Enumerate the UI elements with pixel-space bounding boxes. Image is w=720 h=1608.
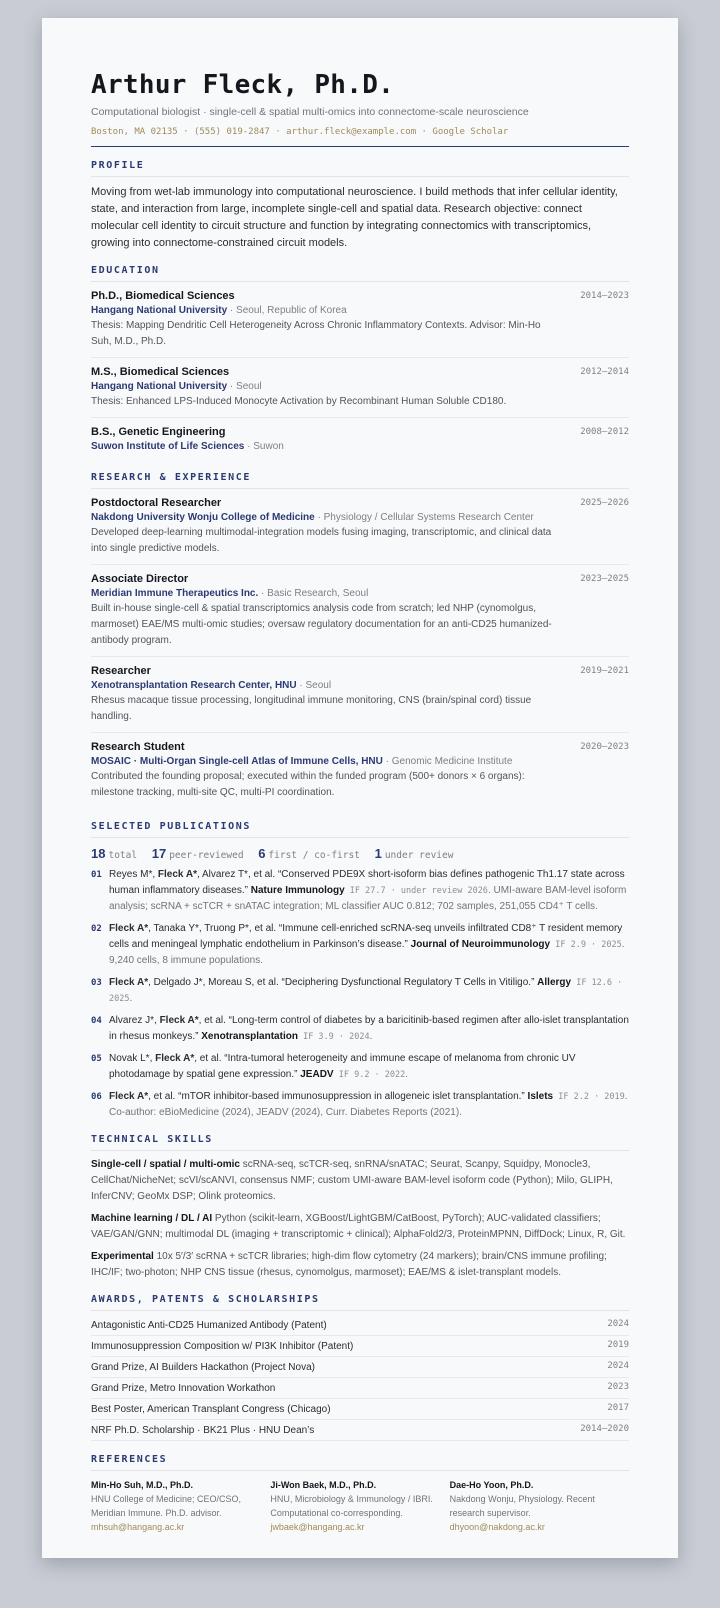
publication-self-author: Fleck A* [157,869,197,880]
award-year: 2024 [607,1319,629,1329]
resume-content [91,70,629,1534]
publication-note: . 9,240 cells, 8 immune populations. [109,939,625,966]
publication-title: , et al. “Intra-tumoral heterogeneity and immune escape of melanoma from chronic UV photodamage by spatial gene expression.” [109,1053,576,1080]
entry-description: Built in-house single-cell & spatial transcriptomics analysis code from scratch; led NHP (cynomolgus, marmoset) EAE/MS multi-omic studies; oversaw regulatory documentation for an anti-CD25 humanized-antibody program. [91,603,552,646]
entry-description: Thesis: Enhanced LPS-Induced Monocyte Activation by Recombinant Human Soluble CD180. [91,396,507,407]
research-list [91,489,629,808]
entry-date: 2020–2023 [580,742,629,752]
award-year: 2017 [607,1403,629,1413]
award-row [91,1336,629,1357]
reference-name: Min-Ho Suh, M.D., Ph.D. [91,1480,193,1490]
education-entry [91,282,629,358]
publication-item [91,921,629,969]
experience-entry [91,733,629,808]
references-list [91,1478,629,1534]
publication-self-author: Fleck A* [109,977,149,988]
stat-total-count: 18 [91,846,106,861]
organization [91,756,629,767]
publication-item [91,1013,629,1045]
publication-impact: IF 2.2 · 2019 [553,1092,625,1102]
section-title-research: RESEARCH & EXPERIENCE [91,472,629,489]
reference-card [450,1478,629,1534]
education-entry [91,418,629,459]
organization-name: MOSAIC · Multi-Organ Single-cell Atlas of Immune Cells, HNU [91,756,383,767]
reference-description: Nakdong Wonju, Physiology. Recent research supervisor. [449,1494,595,1518]
publication-number: 06 [91,1092,102,1102]
publication-impact: IF 12.6 · 2025 [109,978,623,1004]
award-name: Grand Prize, AI Builders Hackathon (Project Nova) [91,1362,315,1373]
stat-peer-count: 17 [151,846,167,861]
skill-group [91,1211,629,1243]
entry-date: 2025–2026 [580,498,629,508]
entry-date: 2019–2021 [580,666,629,676]
section-title-profile: PROFILE [91,160,629,177]
position-title: Postdoctoral Researcher [91,497,222,509]
publication-item [91,867,629,915]
awards-list [91,1315,629,1441]
publication-journal: Allergy [537,977,572,988]
contact-address: Boston, MA 02135 [91,127,178,137]
publication-number: 02 [91,924,102,934]
institution-location: · Seoul, Republic of Korea [227,305,347,316]
reference-name: Dae-Ho Yoon, Ph.D. [449,1480,534,1490]
award-name: Best Poster, American Transplant Congress (Chicago) [91,1404,331,1415]
publication-item [91,975,629,1007]
publication-item [91,1089,629,1121]
award-row [91,1315,629,1336]
publication-authors: Reyes M*, [109,869,158,880]
organization-name: Nakdong University Wonju College of Medicine [91,512,315,523]
publication-title: , Alvarez T*, et al. “Conserved PDE9X short-isoform bias defines pathogenic Th1.17 state across human inflammatory diseases.” [109,869,625,896]
entry-description: Developed deep-learning multimodal-integration models fusing imaging, transcriptomic, and clinical data into single predictive models. [91,527,552,554]
award-row [91,1357,629,1378]
entry-description: Thesis: Mapping Dendritic Cell Heterogeneity Across Chronic Inflammatory Contexts. Advisor: Min-Ho Suh, M.D., Ph.D. [91,320,541,347]
reference-card [270,1478,449,1534]
publication-title: , et al. “mTOR inhibitor-based immunosuppression in allogeneic islet transplantation.” [148,1091,528,1102]
stat-first-label: first / co-first [268,850,360,861]
entry-description: Rhesus macaque tissue processing, longitudinal immune monitoring, CNS (brain/spinal cord) tissue handling. [91,695,532,722]
publication-impact: IF 3.9 · 2024 [297,1032,370,1042]
position-title: Researcher [91,665,151,677]
tagline: Computational biologist · single-cell & spatial multi-omics into connectome-scale neuroscience [91,106,529,118]
organization-detail: · Basic Research, Seoul [258,588,369,599]
publication-list [91,867,629,1121]
reference-description: HNU College of Medicine; CEO/CSO, Meridian Immune. Ph.D. advisor. [91,1494,242,1518]
publication-stats [91,846,629,861]
entry-date: 2008–2012 [580,427,629,437]
award-name: NRF Ph.D. Scholarship · BK21 Plus · HNU Dean’s [91,1425,315,1436]
degree-title: B.S., Genetic Engineering [91,426,226,438]
candidate-name: Arthur Fleck, Ph.D. [91,70,395,100]
stat-review-label: under review [384,850,454,861]
resume-page [42,18,678,1558]
skill-group-text: Python (scikit-learn, XGBoost/LightGBM/CatBoost, PyTorch); AUC-validated classifiers; VAE/GAN/GNN; multimodal DL (imaging + transcriptomic + clinical); AlphaFold2/3, ProteinMPNN, DiffDock; Linux, R, Git. [91,1213,626,1240]
skill-group-text: scRNA-seq, scTCR-seq, snRNA/snATAC; Seurat, Scanpy, Squidpy, Monocle3, CellChat/NicheNet; scVI/scANVI, consensus NMF; custom UMI-aware BAM-level isoform code (Python); Milo, GLIPH, InferCNV; GeoMx DSP; Olink proteomics. [91,1159,613,1202]
institution [91,441,629,452]
award-year: 2024 [607,1361,629,1371]
publication-impact: IF 9.2 · 2022 [333,1070,406,1080]
publication-self-author: Fleck A* [155,1053,195,1064]
publication-note: . [405,1069,409,1080]
organization [91,588,629,599]
publication-impact: IF 2.9 · 2025 [550,940,622,950]
reference-card [91,1478,270,1534]
reference-description: HNU, Microbiology & Immunology / IBRI. Computational co-corresponding. [270,1494,433,1518]
skill-group-label: Single-cell / spatial / multi-omic [91,1159,240,1170]
publication-journal: JEADV [300,1069,334,1080]
publication-title: , et al. “Long-term control of diabetes by a baricitinib-based regimen after allo-islet transplantation in rhesus monkeys.” [109,1015,629,1042]
reference-email[interactable]: dhyoon@nakdong.ac.kr [449,1522,545,1532]
publication-note: . UMI-aware BAM-level isoform analysis; scRNA + scTCR + snATAC integration; ML classifier AUC 0.812; 702 samples, 251,055 CD4⁺ T cells. [109,885,627,912]
position-title: Research Student [91,741,185,753]
entry-date: 2023–2025 [580,574,629,584]
reference-email[interactable]: mhsuh@hangang.ac.kr [91,1522,185,1532]
stat-first-count: 6 [258,846,266,861]
section-title-publications: SELECTED PUBLICATIONS [91,821,629,838]
skills-list [91,1157,629,1281]
experience-entry [91,565,629,657]
organization [91,680,629,691]
organization-name: Xenotransplantation Research Center, HNU [91,680,297,691]
institution [91,305,629,316]
award-row [91,1399,629,1420]
publication-title: , Tanaka Y*, Truong P*, et al. “Immune cell-enriched scRNA-seq unveils infiltrated CD8⁺ T resident memory cells and meningeal lymphatic endothelium in Parkinson’s disease.” [109,923,623,950]
reference-name: Ji-Won Baek, M.D., Ph.D. [270,1480,377,1490]
publication-title: , Delgado J*, Moreau S, et al. “Deciphering Dysfunctional Regulatory T Cells in Vitiligo.” [148,977,538,988]
skill-group-text: 10x 5′/3′ scRNA + scTCR libraries; high-dim flow cytometry (24 markers); brain/CNS immune profiling; IHC/IF; two-photon; NHP CNS tissue (rhesus, cynomolgus, marmoset); EAE/MS & islet-transplant models. [91,1251,607,1278]
organization-detail: · Seoul [296,680,332,691]
degree-title: Ph.D., Biomedical Sciences [91,290,235,302]
publication-number: 03 [91,978,102,988]
institution-name: Hangang National University [91,305,228,316]
award-name: Grand Prize, Metro Innovation Workathon [91,1383,276,1394]
award-row [91,1378,629,1399]
publication-authors: Novak L*, [109,1053,156,1064]
header-divider [91,146,629,147]
degree-title: M.S., Biomedical Sciences [91,366,230,378]
position-title: Associate Director [91,573,189,585]
publication-journal: Nature Immunology [250,885,345,896]
skill-group [91,1249,629,1281]
award-row [91,1420,629,1441]
publication-number: 01 [91,870,102,880]
award-year: 2014–2020 [580,1424,629,1434]
award-year: 2019 [607,1340,629,1350]
experience-entry [91,489,629,565]
contact-phone: (555) 019-2847 [193,127,270,137]
publication-journal: Islets [527,1091,554,1102]
section-title-references: REFERENCES [91,1454,629,1471]
organization-detail: · Physiology / Cellular Systems Research Center [314,512,534,523]
skill-group-label: Machine learning / DL / AI [91,1213,213,1224]
skill-group [91,1157,629,1205]
award-name: Immunosuppression Composition w/ PI3K Inhibitor (Patent) [91,1341,354,1352]
education-entry [91,358,629,418]
publication-journal: Xenotransplantation [201,1031,298,1042]
publication-note: . [129,993,133,1004]
stat-peer-label: peer-reviewed [169,850,244,861]
institution-location: · Seoul [227,381,262,392]
education-list [91,282,629,459]
organization-detail: · Genomic Medicine Institute [382,756,513,767]
profile-text: Moving from wet-lab immunology into computational neuroscience. I build methods that infer cellular identity, state, and interaction from large, incomplete single-cell and spatial data. Research objective: connect molecular cell identity to circuit structure and function by integrating connectomics with transcriptomics, growing into connectome-constrained circuit models. [91,186,618,249]
publication-authors: Alvarez J*, [109,1015,160,1026]
award-name: Antagonistic Anti-CD25 Humanized Antibody (Patent) [91,1320,327,1331]
stat-review-count: 1 [374,846,382,861]
institution [91,381,629,392]
section-title-awards: AWARDS, PATENTS & SCHOLARSHIPS [91,1294,629,1311]
institution-name: Suwon Institute of Life Sciences [91,441,245,452]
publication-item [91,1051,629,1083]
publication-self-author: Fleck A* [109,923,149,934]
experience-entry [91,657,629,733]
publication-number: 04 [91,1016,102,1026]
organization [91,512,629,523]
stat-total-label: total [108,850,138,861]
publication-self-author: Fleck A* [109,1091,149,1102]
institution-location: · Suwon [244,441,284,452]
entry-description: Contributed the founding proposal; executed within the funded program (500+ donors × 6 organs): milestone tracking, multi-site QC, multi-PI coordination. [91,771,525,798]
publication-note: . [369,1031,373,1042]
entry-date: 2014–2023 [580,291,629,301]
institution-name: Hangang National University [91,381,228,392]
publication-note: . Co-author: eBioMedicine (2024), JEADV (2024), Curr. Diabetes Reports (2021). [109,1091,628,1118]
publication-journal: Journal of Neuroimmunology [410,939,551,950]
publication-impact: IF 27.7 · under review 2026 [344,886,488,896]
award-year: 2023 [607,1382,629,1392]
skill-group-label: Experimental [91,1251,154,1262]
organization-name: Meridian Immune Therapeutics Inc. [91,588,259,599]
publication-number: 05 [91,1054,102,1064]
section-title-education: EDUCATION [91,265,629,282]
reference-email[interactable]: jwbaek@hangang.ac.kr [270,1522,365,1532]
contact-scholar-link[interactable]: Google Scholar [432,127,509,137]
section-title-skills: TECHNICAL SKILLS [91,1134,629,1151]
entry-date: 2012–2014 [580,367,629,377]
publication-self-author: Fleck A* [159,1015,199,1026]
contact-email[interactable]: arthur.fleck@example.com [286,127,417,137]
contact-line: Boston, MA 02135 · (555) 019-2847 · arthur.fleck@example.com · Google Scholar [91,127,509,137]
